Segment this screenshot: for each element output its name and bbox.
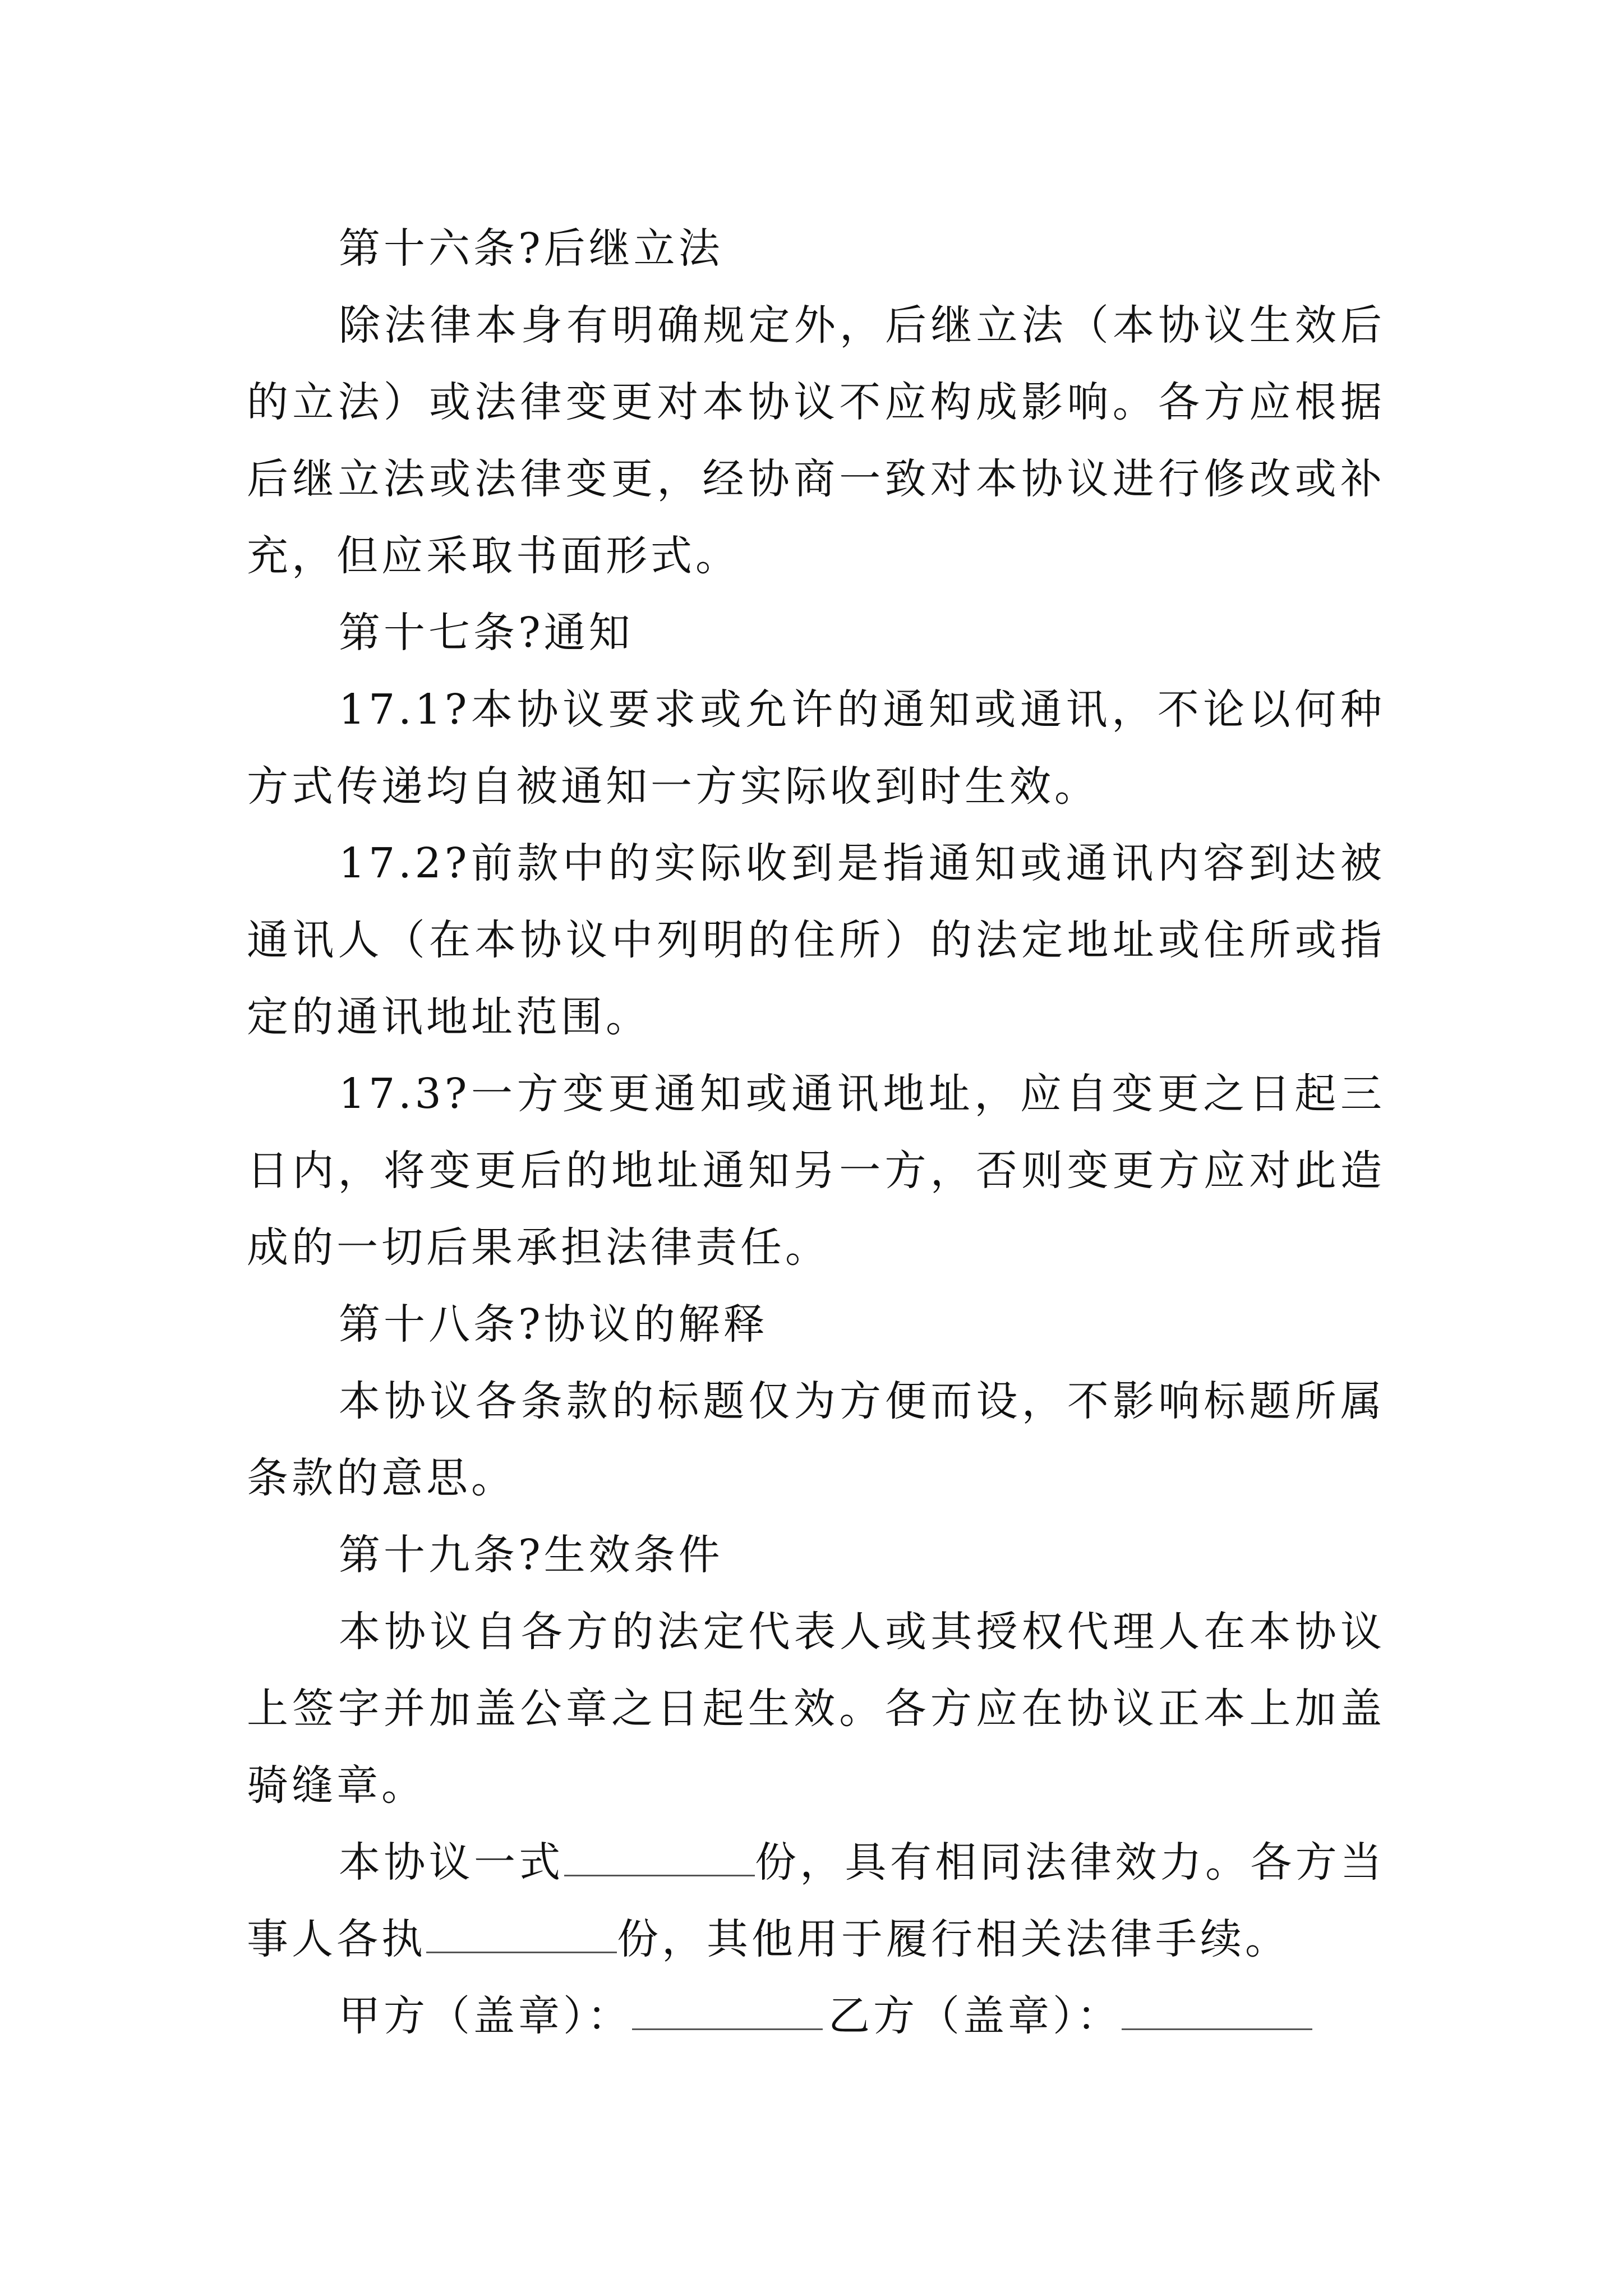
party-a-signature-blank[interactable] xyxy=(632,1989,823,2030)
article-18-body: 本协议各条款的标题仅为方便而设，不影响标题所属条款的意思。 xyxy=(247,1377,1385,1502)
signature-line xyxy=(247,1978,1385,2055)
party-b-signature-blank[interactable] xyxy=(1122,1989,1312,2030)
copies-held-blank[interactable] xyxy=(426,1912,617,1953)
article-19-body: 本协议自各方的法定代表人或其授权代理人在本协议上签字并加盖公章之日起生效。各方应在协议正本上加盖骑缝章。 xyxy=(247,1608,1385,1810)
article-16-body: 除法律本身有明确规定外，后继立法（本协议生效后的立法）或法律变更对本协议不应构成影响。各方应根据后继立法或法律变更，经协商一致对本协议进行修改或补充，但应采取书面形式。 xyxy=(247,301,1385,580)
document-content xyxy=(247,210,1385,2055)
copies-text-3: 份，其他用于履行相关法律手续。 xyxy=(617,1915,1290,1963)
copies-paragraph xyxy=(247,1824,1385,1978)
article-17-3: 17.3?一方变更通知或通讯地址，应自变更之日起三日内，将变更后的地址通知另一方，否则变更方应对此造成的一切后果承担法律责任。 xyxy=(247,1070,1385,1272)
article-17-1: 17.1?本协议要求或允许的通知或通讯，不论以何种方式传递均自被通知一方实际收到时生效。 xyxy=(247,685,1385,811)
article-16-heading: 第十六条?后继立法 xyxy=(339,224,723,273)
copies-text-2: 份，具有相同法律效力。各方当事人各执 xyxy=(247,1838,1386,1963)
article-19-heading: 第十九条?生效条件 xyxy=(339,1531,723,1579)
party-b-label: 乙方（盖章）： xyxy=(828,1992,1122,2040)
party-a-label: 甲方（盖章）： xyxy=(339,1992,632,2040)
copies-text-1: 本协议一式 xyxy=(339,1838,564,1887)
copies-count-blank[interactable] xyxy=(564,1835,755,1876)
article-17-heading: 第十七条?通知 xyxy=(339,609,634,657)
article-17-2: 17.2?前款中的实际收到是指通知或通讯内容到达被通讯人（在本协议中列明的住所）的法定地址或住所或指定的通讯地址范围。 xyxy=(247,839,1385,1041)
article-18-heading: 第十八条?协议的解释 xyxy=(339,1300,768,1349)
